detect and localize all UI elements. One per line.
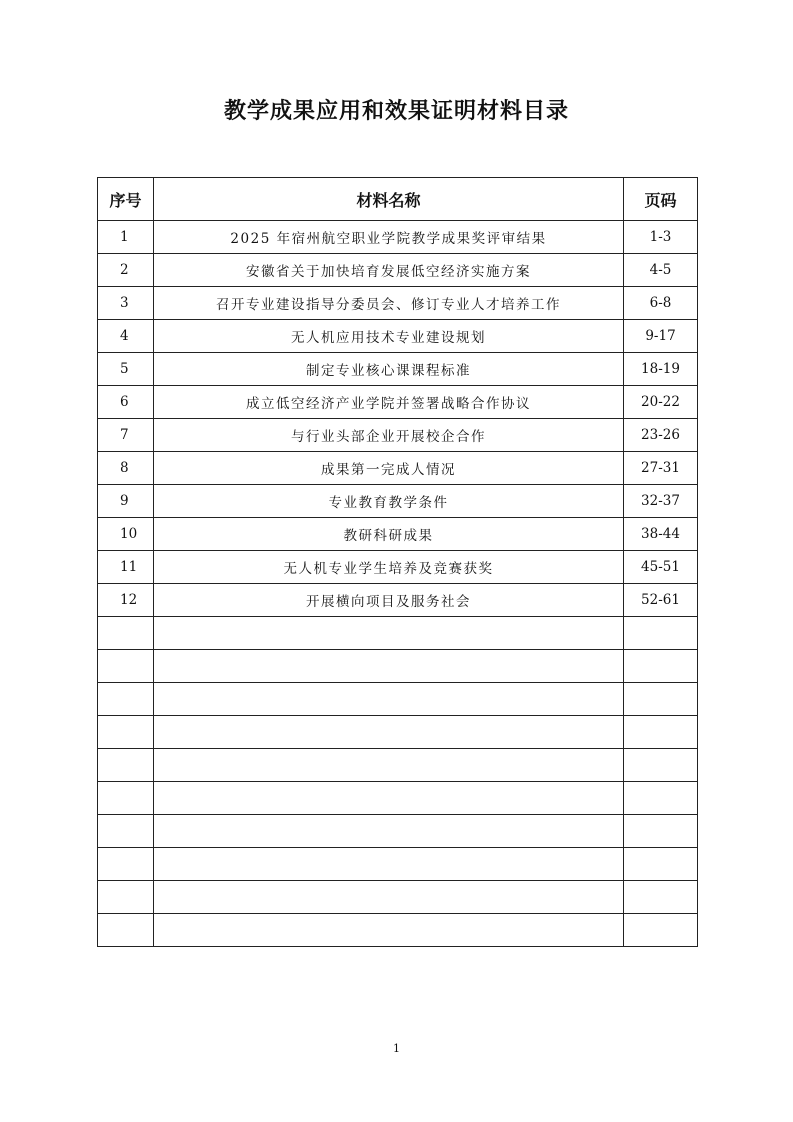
row-serial-number: 7 xyxy=(98,419,154,452)
row-page-range: 32-37 xyxy=(624,485,698,518)
row-page-range: 52-61 xyxy=(624,584,698,617)
row-serial-number: 4 xyxy=(98,320,154,353)
table-row xyxy=(98,287,698,320)
empty-cell xyxy=(154,914,624,947)
empty-table-row xyxy=(98,716,698,749)
empty-cell xyxy=(154,848,624,881)
empty-cell xyxy=(154,749,624,782)
empty-table-row xyxy=(98,782,698,815)
row-page-range: 18-19 xyxy=(624,353,698,386)
row-serial-number: 3 xyxy=(98,287,154,320)
empty-table-row xyxy=(98,914,698,947)
empty-cell xyxy=(154,815,624,848)
empty-cell xyxy=(98,683,154,716)
row-serial-number: 2 xyxy=(98,254,154,287)
empty-cell xyxy=(624,683,698,716)
table-body xyxy=(98,221,698,947)
table-row xyxy=(98,551,698,584)
table-header-row xyxy=(98,178,698,221)
row-page-range: 1-3 xyxy=(624,221,698,254)
empty-table-row xyxy=(98,617,698,650)
empty-cell xyxy=(624,617,698,650)
row-page-range: 45-51 xyxy=(624,551,698,584)
empty-cell xyxy=(624,716,698,749)
row-serial-number: 1 xyxy=(98,221,154,254)
empty-cell xyxy=(98,716,154,749)
row-page-range: 23-26 xyxy=(624,419,698,452)
empty-cell xyxy=(624,749,698,782)
empty-cell xyxy=(624,848,698,881)
empty-cell xyxy=(624,914,698,947)
row-material-name: 开展横向项目及服务社会 xyxy=(154,584,624,617)
table-row xyxy=(98,320,698,353)
empty-cell xyxy=(154,716,624,749)
empty-cell xyxy=(98,881,154,914)
empty-table-row xyxy=(98,650,698,683)
row-page-range: 6-8 xyxy=(624,287,698,320)
table-row xyxy=(98,254,698,287)
table-row xyxy=(98,419,698,452)
empty-cell xyxy=(154,782,624,815)
header-material-name: 材料名称 xyxy=(154,178,624,221)
empty-cell xyxy=(624,815,698,848)
row-material-name: 成立低空经济产业学院并签署战略合作协议 xyxy=(154,386,624,419)
empty-cell xyxy=(98,914,154,947)
row-serial-number: 11 xyxy=(98,551,154,584)
row-material-name: 专业教育教学条件 xyxy=(154,485,624,518)
row-material-name: 与行业头部企业开展校企合作 xyxy=(154,419,624,452)
empty-table-row xyxy=(98,749,698,782)
empty-table-row xyxy=(98,848,698,881)
row-material-name: 安徽省关于加快培育发展低空经济实施方案 xyxy=(154,254,624,287)
row-page-range: 27-31 xyxy=(624,452,698,485)
empty-table-row xyxy=(98,815,698,848)
row-material-name: 成果第一完成人情况 xyxy=(154,452,624,485)
table-row xyxy=(98,386,698,419)
empty-cell xyxy=(98,848,154,881)
page-number: 1 xyxy=(393,1042,400,1055)
empty-cell xyxy=(154,650,624,683)
empty-cell xyxy=(98,749,154,782)
row-serial-number: 5 xyxy=(98,353,154,386)
row-material-name: 无人机应用技术专业建设规划 xyxy=(154,320,624,353)
table-row xyxy=(98,518,698,551)
table-row xyxy=(98,584,698,617)
row-serial-number: 10 xyxy=(98,518,154,551)
table-row xyxy=(98,221,698,254)
table-row xyxy=(98,485,698,518)
empty-cell xyxy=(154,881,624,914)
row-serial-number: 8 xyxy=(98,452,154,485)
empty-cell xyxy=(624,881,698,914)
row-page-range: 9-17 xyxy=(624,320,698,353)
row-material-name: 2025 年宿州航空职业学院教学成果奖评审结果 xyxy=(154,221,624,254)
empty-cell xyxy=(98,617,154,650)
materials-table xyxy=(97,177,698,947)
row-material-name: 教研科研成果 xyxy=(154,518,624,551)
empty-table-row xyxy=(98,881,698,914)
table-row xyxy=(98,353,698,386)
row-serial-number: 9 xyxy=(98,485,154,518)
row-material-name: 无人机专业学生培养及竞赛获奖 xyxy=(154,551,624,584)
empty-cell xyxy=(98,815,154,848)
row-serial-number: 12 xyxy=(98,584,154,617)
header-page-range: 页码 xyxy=(624,178,698,221)
header-serial-number: 序号 xyxy=(98,178,154,221)
row-material-name: 制定专业核心课课程标准 xyxy=(154,353,624,386)
empty-cell xyxy=(624,782,698,815)
empty-cell xyxy=(98,782,154,815)
empty-table-row xyxy=(98,683,698,716)
row-page-range: 20-22 xyxy=(624,386,698,419)
empty-cell xyxy=(624,650,698,683)
row-serial-number: 6 xyxy=(98,386,154,419)
row-material-name: 召开专业建设指导分委员会、修订专业人才培养工作 xyxy=(154,287,624,320)
row-page-range: 4-5 xyxy=(624,254,698,287)
document-title: 教学成果应用和效果证明材料目录 xyxy=(223,99,569,124)
empty-cell xyxy=(154,683,624,716)
empty-cell xyxy=(154,617,624,650)
empty-cell xyxy=(98,650,154,683)
table-row xyxy=(98,452,698,485)
row-page-range: 38-44 xyxy=(624,518,698,551)
